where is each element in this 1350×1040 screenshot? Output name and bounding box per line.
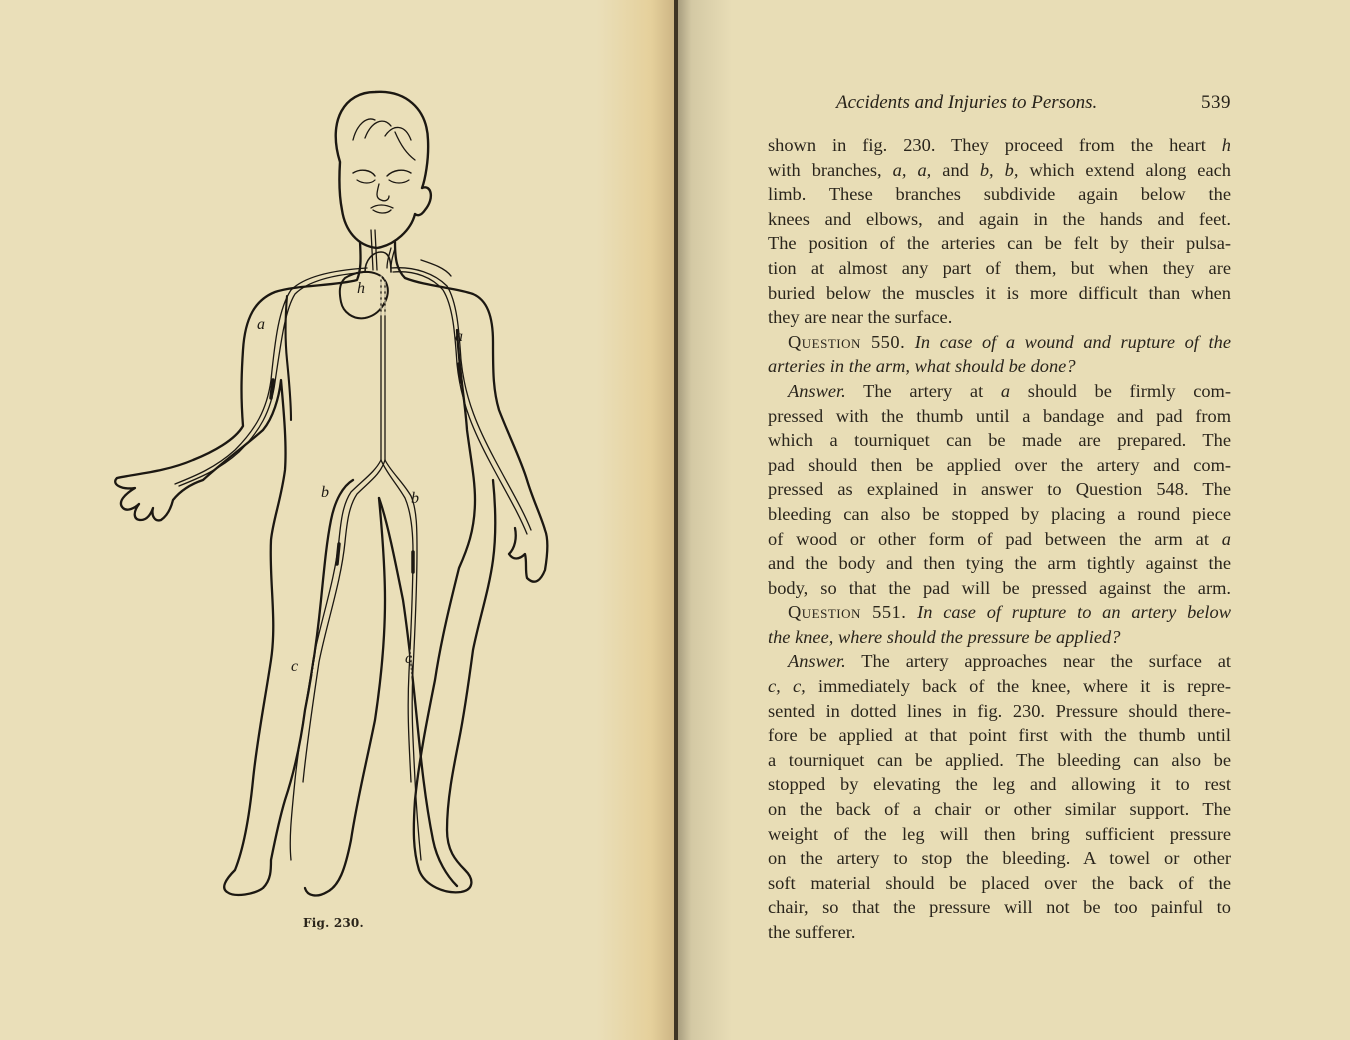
- text-line: tion at almost any part of them, but when they are: [768, 257, 1231, 278]
- question-551-text: the knee, where should the pressure be applied?: [768, 626, 1121, 647]
- label-thigh-b-right: b: [411, 490, 419, 507]
- text-line: The position of the arteries can be felt by their pulsa-: [768, 233, 1231, 254]
- page-number: 539: [1201, 92, 1231, 113]
- answer-551-line: c, c, immediately back of the knee, where it is repre-: [768, 676, 1231, 697]
- answer-551-line: fore be applied at that point first with the thumb until: [768, 725, 1231, 746]
- answer-551-line: Answer. The artery approaches near the surface at: [788, 651, 1231, 672]
- answer-551-line: soft material should be placed over the back of the: [768, 872, 1231, 893]
- answer-550-line: Answer. The artery at a should be firmly com-: [788, 380, 1231, 401]
- answer-550-line: body, so that the pad will be pressed against the arm.: [768, 577, 1231, 598]
- answer-551-line: on the back of a chair or other similar support. The: [768, 799, 1231, 820]
- answer-551-line: sented in dotted lines in fig. 230. Pressure should there-: [768, 700, 1231, 721]
- label-arm-a-left: a: [257, 316, 265, 333]
- answer-550-line: pressed with the thumb until a bandage and pad from: [768, 405, 1231, 426]
- answer-550-line: bleeding can also be stopped by placing a round piece: [768, 503, 1231, 524]
- label-heart: h: [357, 280, 365, 297]
- answer-551-line: stopped by elevating the leg and allowing it to rest: [768, 774, 1231, 795]
- answer-551-line: the sufferer.: [768, 922, 856, 942]
- answer-551-line: chair, so that the pressure will not be too painful to: [768, 897, 1231, 918]
- label-thigh-b-left: b: [321, 484, 329, 501]
- running-head: [836, 92, 1231, 114]
- answer-550-line: pad should then be applied over the artery and com-: [768, 454, 1231, 475]
- question-551-heading: Question 551. In case of rupture to an artery below: [788, 602, 1231, 623]
- answer-550-line: of wood or other form of pad between the arm at a: [768, 528, 1231, 549]
- label-arm-a-right: a: [455, 328, 463, 345]
- question-550-heading: Question 550. In case of a wound and rupture of the: [788, 331, 1231, 352]
- text-line: shown in fig. 230. They proceed from the heart h: [768, 135, 1231, 155]
- text-line: they are near the surface.: [768, 307, 953, 328]
- text-line: with branches, a, a, and b, b, which extend along each: [768, 159, 1231, 180]
- arterial-system-figure: [95, 80, 575, 910]
- label-knee-c-left: c: [291, 658, 299, 675]
- answer-550-line: pressed as explained in answer to Question 548. The: [768, 479, 1231, 500]
- answer-551-line: on the artery to stop the bleeding. A towel or other: [768, 848, 1231, 869]
- chapter-title: Accidents and Injuries to Persons.: [836, 92, 1098, 113]
- text-line: limb. These branches subdivide again below the: [768, 184, 1231, 205]
- text-line: knees and elbows, and again in the hands and feet.: [768, 208, 1231, 229]
- answer-551-line: weight of the leg will then bring sufficient pressure: [768, 823, 1231, 844]
- text-line: buried below the muscles it is more difficult than when: [768, 282, 1231, 303]
- answer-551-line: a tourniquet can be applied. The bleeding can also be: [768, 749, 1231, 770]
- question-550-text: arteries in the arm, what should be done?: [768, 356, 1076, 377]
- human-figure-illustration: [95, 80, 575, 910]
- answer-550-line: which a tourniquet can be made are prepared. The: [768, 430, 1231, 451]
- body-text: [768, 133, 1231, 945]
- figure-caption: Fig. 230.: [303, 916, 364, 930]
- answer-550-line: and the body and then tying the arm tightly against the: [768, 553, 1231, 574]
- label-knee-c-right: c: [405, 650, 413, 667]
